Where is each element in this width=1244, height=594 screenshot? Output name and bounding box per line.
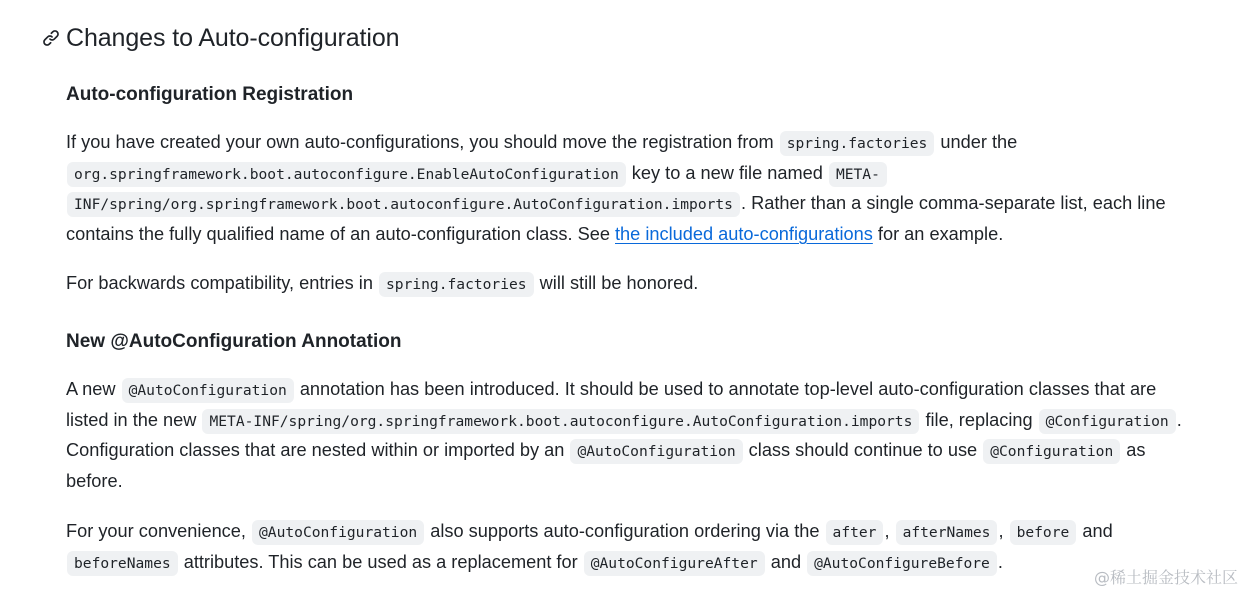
inline-code: @AutoConfiguration [252, 520, 424, 545]
paragraph-text: . Rather than a single comma-separate list, each line contains the fully qualified name of an auto-configuration class. See [66, 193, 1166, 244]
link-icon[interactable] [40, 27, 62, 49]
inline-code: spring.factories [780, 131, 935, 156]
paragraph-ordering [66, 516, 1191, 577]
included-auto-configurations-link[interactable]: the included auto-configurations [615, 223, 873, 244]
paragraph-text: A new [66, 379, 121, 399]
inline-code: after [826, 520, 884, 545]
paragraph-registration [66, 127, 1191, 249]
paragraph-text: annotation has been introduced. It should be used to annotate top-level auto-configuration classes that are listed in the new [66, 379, 1157, 430]
inline-code: META-INF/spring/org.springframework.boot.autoconfigure.AutoConfiguration.imports [202, 409, 919, 434]
paragraph-text: under the [935, 132, 1018, 152]
subheading-annotation: New @AutoConfiguration Annotation [66, 331, 402, 352]
paragraph-text: . [997, 551, 1003, 572]
paragraph-text: For backwards compatibility, entries in [66, 273, 378, 293]
paragraph-text: for an example. [872, 223, 1004, 244]
inline-code: @Configuration [1039, 409, 1176, 434]
paragraph-text: as before. [66, 440, 1146, 491]
paragraph-text: class should continue to use [743, 440, 983, 460]
paragraph-backwards-compat [66, 268, 1191, 299]
inline-code: afterNames [896, 520, 998, 545]
inline-code: @AutoConfiguration [122, 378, 294, 403]
inline-code: @AutoConfiguration [570, 439, 742, 464]
paragraph-text: file, replacing [920, 409, 1038, 430]
inline-code: META-INF/spring/org.springframework.boot.autoconfigure.AutoConfiguration.imports [67, 162, 887, 218]
inline-code: @AutoConfigureAfter [584, 551, 765, 576]
paragraph-text: also supports auto-configuration ordering via the [425, 521, 825, 541]
inline-code: @Configuration [983, 439, 1120, 464]
paragraph-text: attributes. This can be used as a replacement for [178, 551, 583, 572]
inline-code: before [1010, 520, 1077, 545]
paragraph-text: and [1077, 521, 1113, 541]
paragraph-annotation [66, 374, 1191, 496]
paragraph-text: . Configuration classes that are nested within or imported by an [66, 409, 1182, 460]
paragraph-text: , [998, 521, 1009, 541]
watermark: @稀土掘金技术社区 [1093, 568, 1238, 587]
paragraph-text: For your convenience, [66, 521, 252, 541]
paragraph-text: will still be honored. [534, 273, 699, 293]
inline-code: org.springframework.boot.autoconfigure.EnableAutoConfiguration [67, 162, 626, 187]
paragraph-text: key to a new file named [626, 162, 828, 183]
subheading-registration: Auto-configuration Registration [66, 84, 354, 105]
inline-code: beforeNames [67, 551, 178, 576]
inline-code: spring.factories [379, 272, 534, 297]
page-title: Changes to Auto-configuration [66, 24, 400, 52]
section-heading [40, 20, 399, 56]
paragraph-text: If you have created your own auto-configurations, you should move the registration from [66, 132, 779, 152]
inline-code: @AutoConfigureBefore [807, 551, 997, 576]
paragraph-text: and [765, 551, 807, 572]
paragraph-text: , [884, 521, 895, 541]
